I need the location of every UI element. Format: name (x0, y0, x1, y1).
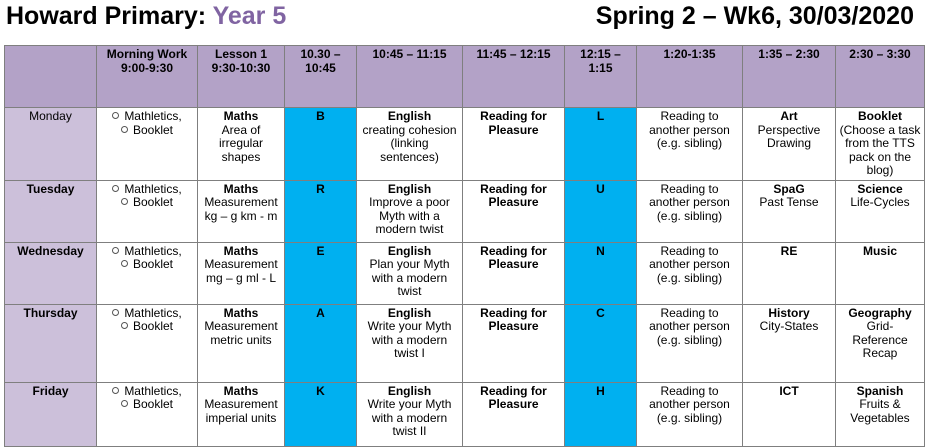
morning-work-cell: Mathletics, Booklet (97, 242, 198, 304)
day-cell: Wednesday (5, 242, 97, 304)
col-header-1145: 11:45 – 12:15 (463, 46, 565, 108)
lunch-cell: H (565, 382, 637, 446)
day-cell: Monday (5, 108, 97, 181)
reading-cell: Reading for Pleasure (463, 382, 565, 446)
col-header-1045: 10:45 – 11:15 (357, 46, 463, 108)
page-title (6, 2, 286, 31)
afternoon-1-cell: SpaG Past Tense (743, 180, 836, 242)
lesson-1-cell: Maths Measurement imperial units (198, 382, 285, 446)
morning-work-cell: Mathletics, Booklet (97, 304, 198, 382)
english-cell: English Write your Myth with a modern twist II (357, 382, 463, 446)
bullet-circle-icon (121, 126, 128, 133)
header-row (5, 46, 925, 108)
reading-another-cell: Reading to another person (e.g. sibling) (637, 108, 743, 181)
reading-cell: Reading for Pleasure (463, 304, 565, 382)
bullet-circle-icon (112, 247, 119, 254)
afternoon-2-cell: Science Life-Cycles (836, 180, 925, 242)
table-row (5, 304, 925, 382)
day-cell: Tuesday (5, 180, 97, 242)
bullet-circle-icon (121, 198, 128, 205)
bullet-circle-icon (112, 112, 119, 119)
lesson-1-cell: Maths Measurement metric units (198, 304, 285, 382)
bullet-circle-icon (121, 400, 128, 407)
lesson-1-cell: Maths Area of irregular shapes (198, 108, 285, 181)
reading-cell: Reading for Pleasure (463, 180, 565, 242)
afternoon-1-cell: ICT (743, 382, 836, 446)
english-cell: English creating cohesion (linking sentences) (357, 108, 463, 181)
timetable (4, 45, 925, 447)
day-cell: Thursday (5, 304, 97, 382)
table-row (5, 382, 925, 446)
lunch-cell: C (565, 304, 637, 382)
break-cell: E (285, 242, 357, 304)
break-cell: A (285, 304, 357, 382)
english-cell: English Improve a poor Myth with a modern twist (357, 180, 463, 242)
bullet-circle-icon (121, 322, 128, 329)
lesson-1-cell: Maths Measurement kg – g km - m (198, 180, 285, 242)
col-header-lesson-1: Lesson 1 9:30-10:30 (198, 46, 285, 108)
col-header-230: 2:30 – 3:30 (836, 46, 925, 108)
afternoon-2-cell: Geography Grid-Reference Recap (836, 304, 925, 382)
reading-another-cell: Reading to another person (e.g. sibling) (637, 180, 743, 242)
col-header-120: 1:20-1:35 (637, 46, 743, 108)
bullet-circle-icon (121, 260, 128, 267)
day-cell: Friday (5, 382, 97, 446)
table-row (5, 180, 925, 242)
year-group: Year 5 (212, 2, 287, 30)
afternoon-2-cell: Booklet (Choose a task from the TTS pack on the blog) (836, 108, 925, 181)
school-name: Howard Primary: (6, 2, 207, 30)
bullet-circle-icon (112, 185, 119, 192)
afternoon-2-cell: Spanish Fruits & Vegetables (836, 382, 925, 446)
col-header-135: 1:35 – 2:30 (743, 46, 836, 108)
break-cell: R (285, 180, 357, 242)
reading-another-cell: Reading to another person (e.g. sibling) (637, 304, 743, 382)
bullet-circle-icon (112, 387, 119, 394)
table-row (5, 108, 925, 181)
lesson-1-cell: Maths Measurement mg – g ml - L (198, 242, 285, 304)
morning-work-cell: Mathletics, Booklet (97, 382, 198, 446)
afternoon-1-cell: History City-States (743, 304, 836, 382)
term-week-date: Spring 2 – Wk6, 30/03/2020 (595, 2, 914, 30)
bullet-circle-icon (112, 309, 119, 316)
reading-cell: Reading for Pleasure (463, 108, 565, 181)
lunch-cell: N (565, 242, 637, 304)
reading-cell: Reading for Pleasure (463, 242, 565, 304)
col-header-lunch: 12:15 – 1:15 (565, 46, 637, 108)
afternoon-2-cell: Music (836, 242, 925, 304)
afternoon-1-cell: RE (743, 242, 836, 304)
table-row (5, 242, 925, 304)
reading-another-cell: Reading to another person (e.g. sibling) (637, 242, 743, 304)
lunch-cell: U (565, 180, 637, 242)
afternoon-1-cell: Art Perspective Drawing (743, 108, 836, 181)
corner-cell (5, 46, 97, 108)
col-header-morning-work: Morning Work 9:00-9:30 (97, 46, 198, 108)
break-cell: B (285, 108, 357, 181)
english-cell: English Write your Myth with a modern twist I (357, 304, 463, 382)
reading-another-cell: Reading to another person (e.g. sibling) (637, 382, 743, 446)
lunch-cell: L (565, 108, 637, 181)
english-cell: English Plan your Myth with a modern twist (357, 242, 463, 304)
break-cell: K (285, 382, 357, 446)
col-header-break: 10.30 – 10:45 (285, 46, 357, 108)
morning-work-cell: Mathletics, Booklet (97, 180, 198, 242)
morning-work-cell: Mathletics, Booklet (97, 108, 198, 181)
